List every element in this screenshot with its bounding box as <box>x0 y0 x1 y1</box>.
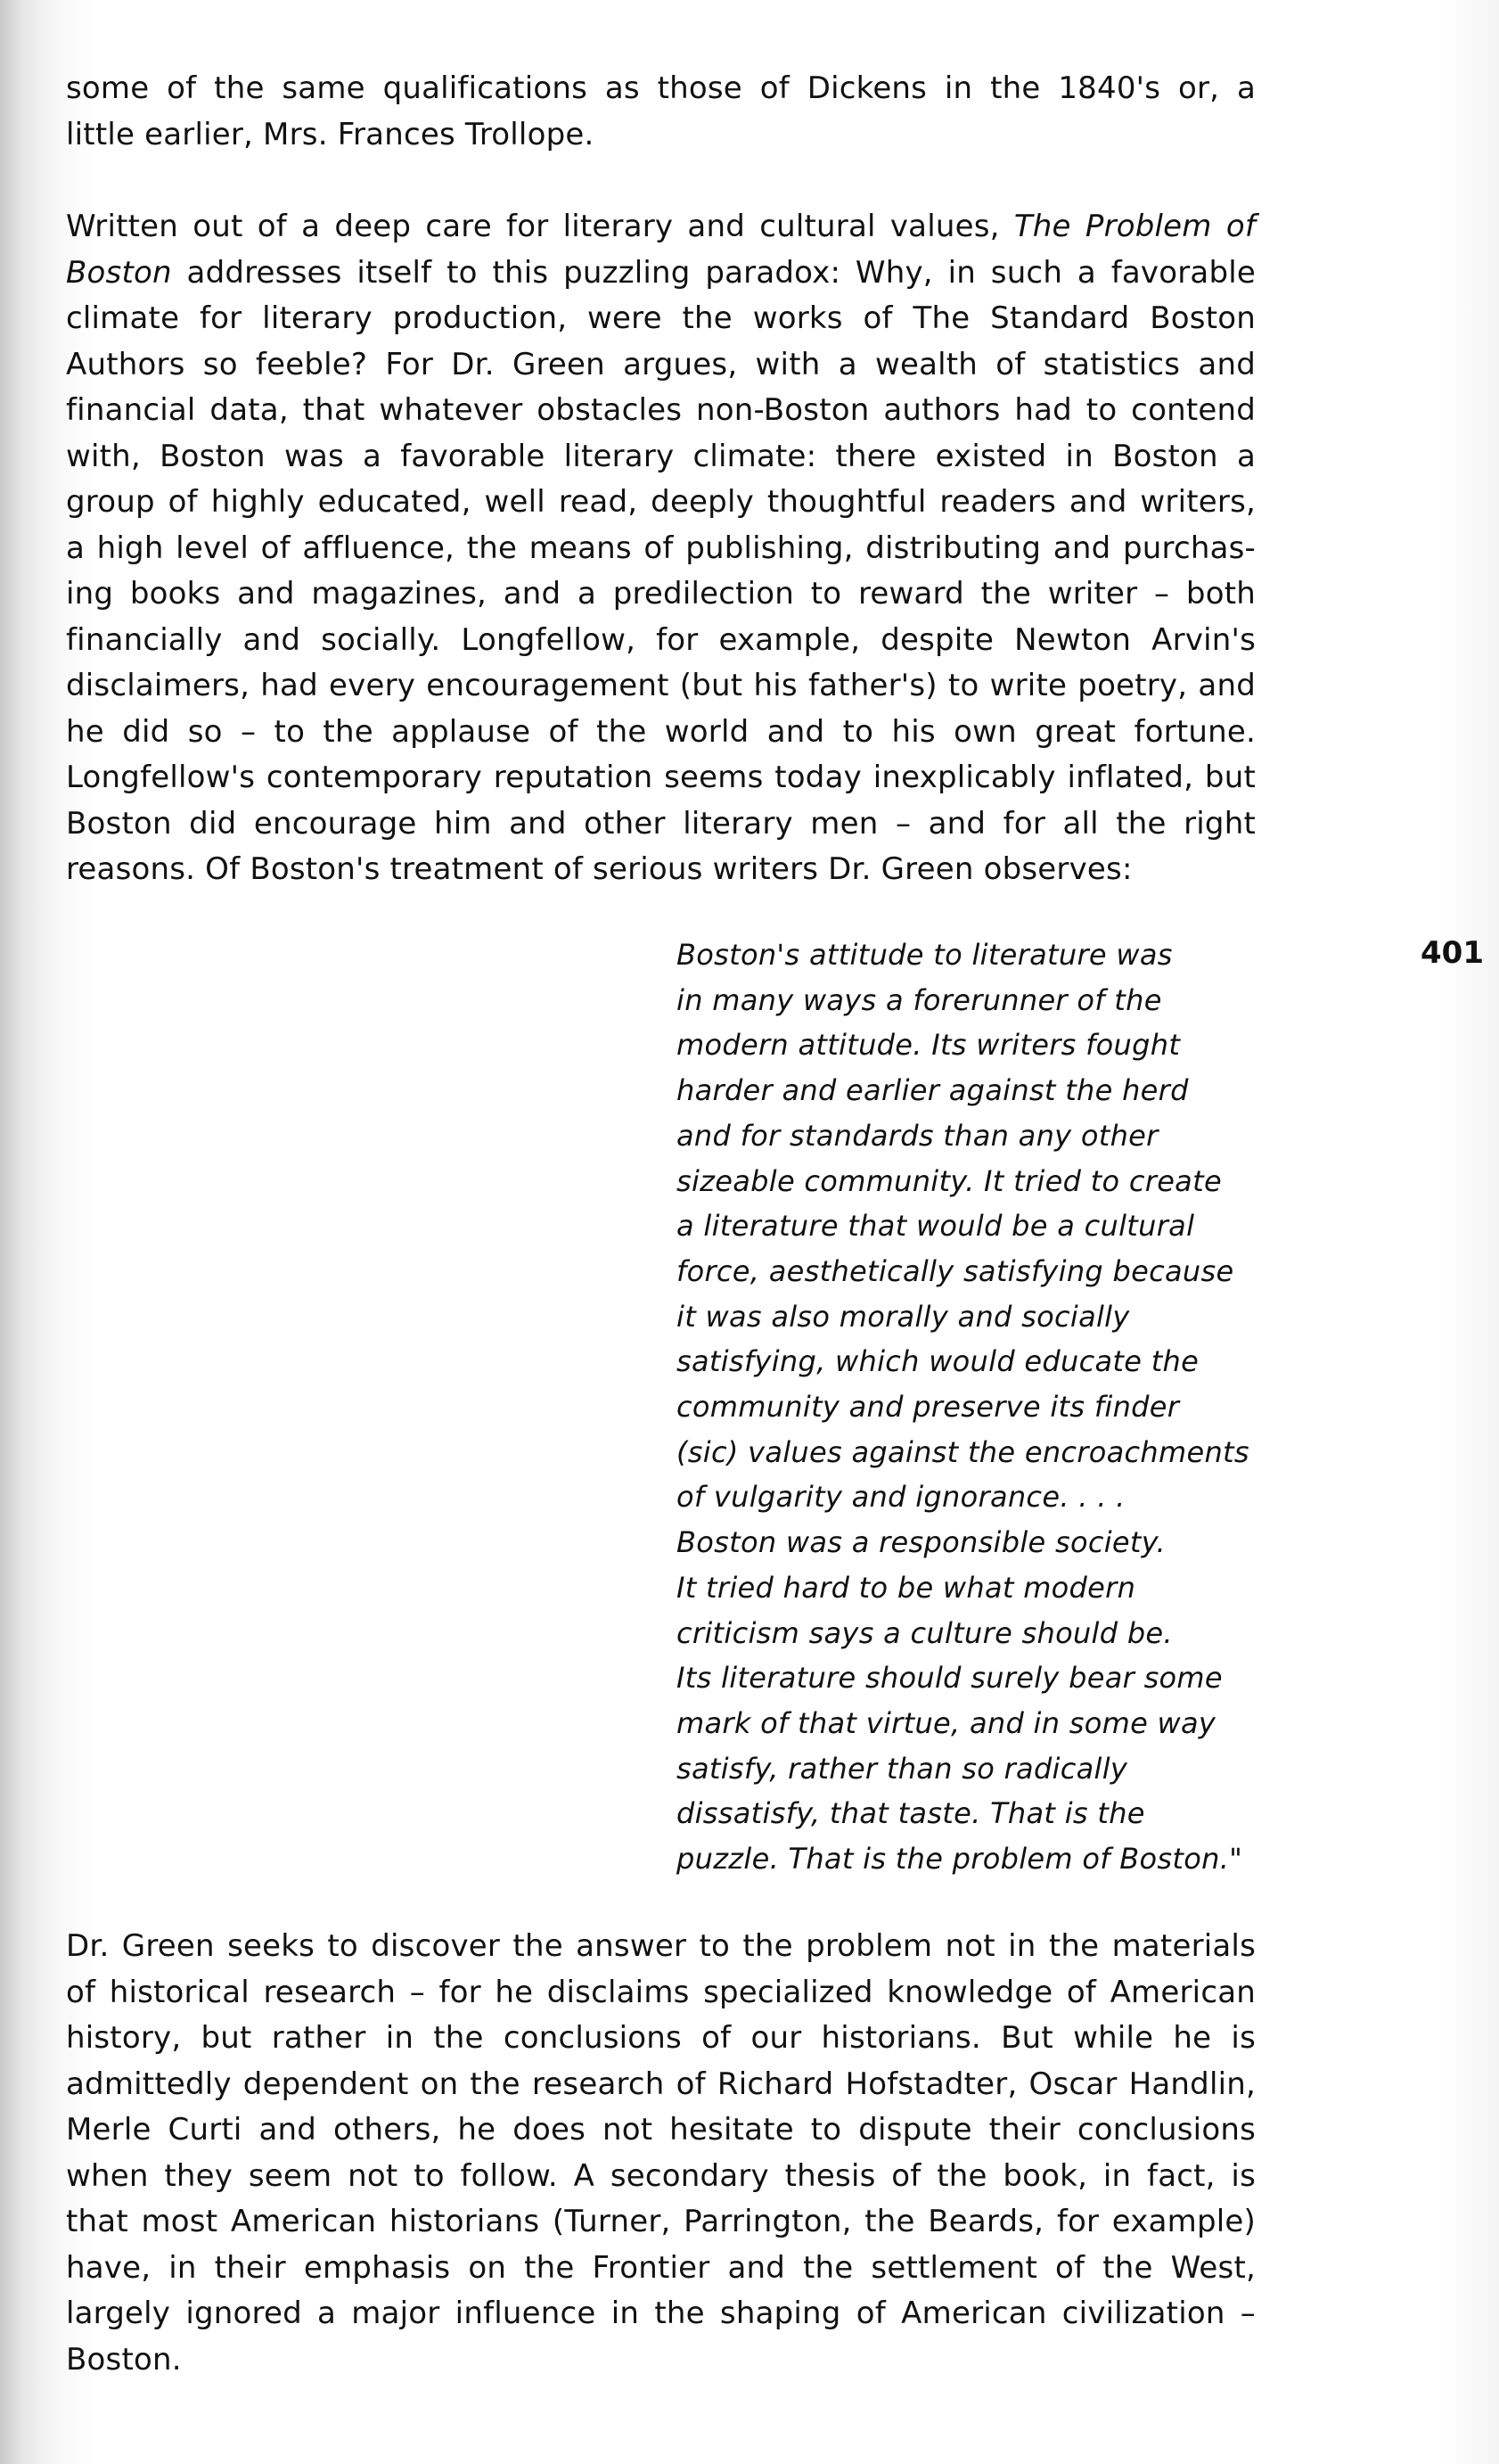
quote-line: Boston's attitude to literature was <box>676 938 1173 972</box>
text-line: Dr. Green seeks to discover the answer to the problem not in the materials <box>66 1928 1256 1964</box>
text-line: Boston addresses itself to this puzzling paradox: Why, in such a favorable <box>66 254 1256 291</box>
text-line: group of highly educated, well read, deeply thoughtful readers and writers, <box>66 484 1256 520</box>
text-line: when they seem not to follow. A secondary thesis of the book, in fact, is <box>66 2157 1256 2194</box>
page-number: 401 <box>1421 935 1484 971</box>
text-line: reasons. Of Boston's treatment of serious writers Dr. Green observes: <box>66 851 1133 887</box>
quote-line: criticism says a culture should be. <box>676 1615 1173 1650</box>
quote-line: sizeable community. It tried to create <box>676 1163 1222 1198</box>
text-line: Authors so feeble? For Dr. Green argues, with a wealth of statistics and <box>66 346 1256 382</box>
quote-line: (sic) values against the encroachments <box>676 1434 1249 1469</box>
quote-line: puzzle. That is the problem of Boston." <box>676 1842 1243 1877</box>
text-line: some of the same qualifications as those of Dickens in the 1840's or, a <box>66 70 1256 106</box>
text-line: climate for literary production, were the works of The Standard Boston <box>66 300 1256 336</box>
text-line: he did so – to the applause of the world and to his own great fortune. <box>66 713 1256 750</box>
quote-line: it was also morally and socially <box>676 1299 1130 1334</box>
quote-line: Boston was a responsible society. <box>676 1525 1166 1560</box>
quote-line: harder and earlier against the herd <box>676 1073 1189 1108</box>
text-line: disclaimers, had every encouragement (but his father's) to write poetry, and <box>66 668 1256 703</box>
text-line: have, in their emphasis on the Frontier and the settlement of the West, <box>66 2249 1256 2286</box>
text-line: with, Boston was a favorable literary climate: there existed in Boston a <box>66 438 1256 474</box>
text-line: Written out of a deep care for literary and cultural values, The Problem of <box>66 209 1256 244</box>
quote-line: It tried hard to be what modern <box>676 1570 1136 1605</box>
text-line: financial data, that whatever obstacles non-Boston authors had to contend <box>66 392 1256 428</box>
quote-line: Its literature should surely bear some <box>676 1661 1223 1696</box>
paragraph-historians <box>66 1924 1256 2383</box>
quote-line: a literature that would be a cultural <box>676 1209 1195 1244</box>
paragraph-intro <box>66 66 1256 158</box>
text-line: admittedly dependent on the research of Richard Hofstadter, Oscar Handlin, <box>66 2066 1256 2102</box>
quote-line: modern attitude. Its writers fought <box>676 1028 1181 1063</box>
quote-line: mark of that virtue, and in some way <box>676 1705 1216 1740</box>
quote-line: in many ways a forerunner of the <box>676 982 1162 1017</box>
text-line: largely ignored a major influence in the shaping of American civilization – <box>66 2296 1256 2331</box>
quote-line: satisfy, rather than so radically <box>676 1751 1128 1786</box>
quote-line: of vulgarity and ignorance. . . . <box>676 1480 1126 1515</box>
text-line: history, but rather in the conclusions of our historians. But while he is <box>66 2020 1256 2056</box>
quote-line: satisfying, which would educate the <box>676 1344 1200 1379</box>
text-line: Longfellow's contemporary reputation seems today inexplicably inflated, but <box>66 760 1256 795</box>
text-line: ing books and magazines, and a predilection to reward the writer – both <box>66 576 1256 612</box>
quote-line: dissatisfy, that taste. That is the <box>676 1796 1145 1831</box>
text-line: Merle Curti and others, he does not hesitate to dispute their conclusions <box>66 2112 1256 2148</box>
text-line: financially and socially. Longfellow, for example, despite Newton Arvin's <box>66 621 1256 658</box>
block-quote <box>676 932 1257 1882</box>
text-line: that most American historians (Turner, Parrington, the Beards, for example) <box>66 2204 1256 2239</box>
quote-line: force, aesthetically satisfying because <box>676 1253 1234 1288</box>
text-line: of historical research – for he disclaims specialized knowledge of American <box>66 1974 1256 2010</box>
text-line: Boston did encourage him and other literary men – and for all the right <box>66 805 1256 842</box>
text-line: little earlier, Mrs. Frances Trollope. <box>66 116 594 152</box>
paragraph-problem-of-boston <box>66 204 1256 893</box>
quote-line: and for standards than any other <box>676 1118 1159 1153</box>
text-line: Boston. <box>66 2341 182 2378</box>
text-line: a high level of affluence, the means of publishing, distributing and purchas- <box>66 530 1256 566</box>
quote-line: community and preserve its finder <box>676 1390 1180 1425</box>
